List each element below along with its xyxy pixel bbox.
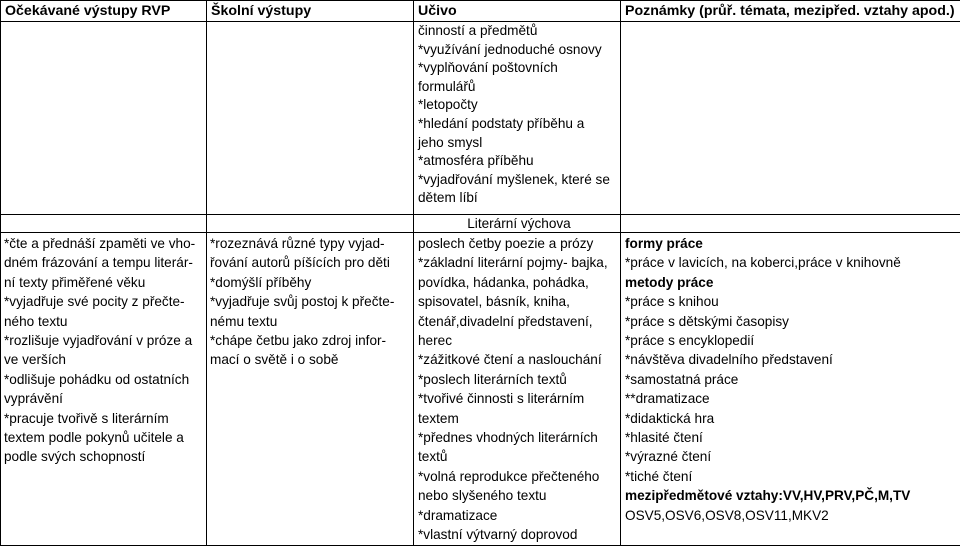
skolni-line: *rozeznává různé typy vyjad-	[210, 234, 413, 253]
header-poznamky: Poznámky (průř. témata, mezipřed. vztahy apod.)	[621, 1, 960, 22]
top-row-ucivo-line: formulářů	[418, 78, 620, 97]
header-ucivo: Učivo	[414, 1, 621, 22]
ucivo-line: čtenář,divadelní představení,	[418, 312, 620, 331]
section-rvp-cell	[1, 215, 207, 233]
rvp-line: *rozlišuje vyjadřování v próze a	[4, 331, 206, 350]
poznamky-line: *samostatná práce	[625, 370, 960, 389]
top-row-ucivo-line: *atmosféra příběhu	[418, 152, 620, 171]
poznamky-line: *návštěva divadelního představení	[625, 350, 960, 369]
top-row-ucivo-line: *hledání podstaty příběhu a	[418, 115, 620, 134]
section-title: Literární výchova	[414, 215, 621, 233]
poznamky-line: *tiché čtení	[625, 467, 960, 486]
ucivo-line: *dramatizace	[418, 506, 620, 525]
poznamky-line: *práce s knihou	[625, 292, 960, 311]
continuation-ucivo-cell	[414, 22, 621, 215]
top-row-ucivo-line: *vyjadřování myšlenek, které se	[418, 171, 620, 190]
poznamky-cell	[621, 233, 960, 546]
header-skolni: Školní výstupy	[207, 1, 414, 22]
poznamky-line: mezipředmětové vztahy:VV,HV,PRV,PČ,M,TV	[625, 486, 960, 505]
poznamky-line: *hlasité čtení	[625, 428, 960, 447]
rvp-cell	[1, 233, 207, 546]
rvp-line: podle svých schopností	[4, 447, 206, 466]
content-row	[1, 233, 960, 546]
rvp-line: *odlišuje pohádku od ostatních	[4, 370, 206, 389]
rvp-line: textem podle pokynů učitele a	[4, 428, 206, 447]
top-row-ucivo-line: *vyplňování poštovních	[418, 59, 620, 78]
top-row-ucivo-line: dětem líbí	[418, 189, 620, 208]
poznamky-line: formy práce	[625, 234, 960, 253]
ucivo-line: povídka, hádanka, pohádka,	[418, 273, 620, 292]
ucivo-line: nebo slyšeného textu	[418, 486, 620, 505]
ucivo-line: *vlastní výtvarný doprovod	[418, 525, 620, 544]
top-row-ucivo-line: *využívání jednoduché osnovy	[418, 41, 620, 60]
poznamky-line: *didaktická hra	[625, 409, 960, 428]
header-rvp: Očekávané výstupy RVP	[1, 1, 207, 22]
poznamky-line: *práce v lavicích, na koberci,práce v knihovně	[625, 253, 960, 272]
ucivo-line: textů	[418, 447, 620, 466]
skolni-line: *vyjadřuje svůj postoj k přečte-	[210, 292, 413, 311]
poznamky-line: OSV5,OSV6,OSV8,OSV11,MKV2	[625, 506, 960, 525]
top-row-ucivo-line: činností a předmětů	[418, 22, 620, 41]
section-row	[1, 215, 960, 233]
rvp-line: ní texty přiměřené věku	[4, 273, 206, 292]
poznamky-line: *výrazné čtení	[625, 447, 960, 466]
poznamky-line: *práce s dětskými časopisy	[625, 312, 960, 331]
rvp-line: *pracuje tvořivě s literárním	[4, 409, 206, 428]
ucivo-line: herec	[418, 331, 620, 350]
skolni-cell	[207, 233, 414, 546]
rvp-line: *vyjadřuje své pocity z přečte-	[4, 292, 206, 311]
top-row-ucivo-line: *letopočty	[418, 96, 620, 115]
top-row-ucivo-line: jeho smysl	[418, 134, 620, 153]
continuation-row	[1, 22, 960, 215]
ucivo-line: spisovatel, básník, kniha,	[418, 292, 620, 311]
rvp-line: ného textu	[4, 312, 206, 331]
ucivo-line: *základní literární pojmy- bajka,	[418, 253, 620, 272]
ucivo-line: *volná reprodukce přečteného	[418, 467, 620, 486]
section-poznamky-cell	[621, 215, 960, 233]
rvp-line: vyprávění	[4, 389, 206, 408]
ucivo-cell	[414, 233, 621, 546]
rvp-line: *čte a přednáší zpaměti ve vho-	[4, 234, 206, 253]
ucivo-line: textem	[418, 409, 620, 428]
rvp-line: ve verších	[4, 350, 206, 369]
skolni-line: nému textu	[210, 312, 413, 331]
continuation-skolni-cell	[207, 22, 414, 215]
poznamky-line: *práce s encyklopedií	[625, 331, 960, 350]
ucivo-line: *poslech literárních textů	[418, 370, 620, 389]
ucivo-line: *tvořivé činnosti s literárním	[418, 389, 620, 408]
continuation-poznamky-cell	[621, 22, 960, 215]
ucivo-line: *přednes vhodných literárních	[418, 428, 620, 447]
ucivo-line: *zážitkové čtení a naslouchání	[418, 350, 620, 369]
skolni-line: mací o světě i o sobě	[210, 350, 413, 369]
skolni-line: *chápe četbu jako zdroj infor-	[210, 331, 413, 350]
rvp-line: dném frázování a tempu literár-	[4, 253, 206, 272]
header-row	[1, 1, 960, 22]
ucivo-line: poslech četby poezie a prózy	[418, 234, 620, 253]
section-skolni-cell	[207, 215, 414, 233]
skolni-line: řování autorů píšících pro děti	[210, 253, 413, 272]
continuation-rvp-cell	[1, 22, 207, 215]
poznamky-line: metody práce	[625, 273, 960, 292]
skolni-line: *domýšlí příběhy	[210, 273, 413, 292]
poznamky-line: **dramatizace	[625, 389, 960, 408]
